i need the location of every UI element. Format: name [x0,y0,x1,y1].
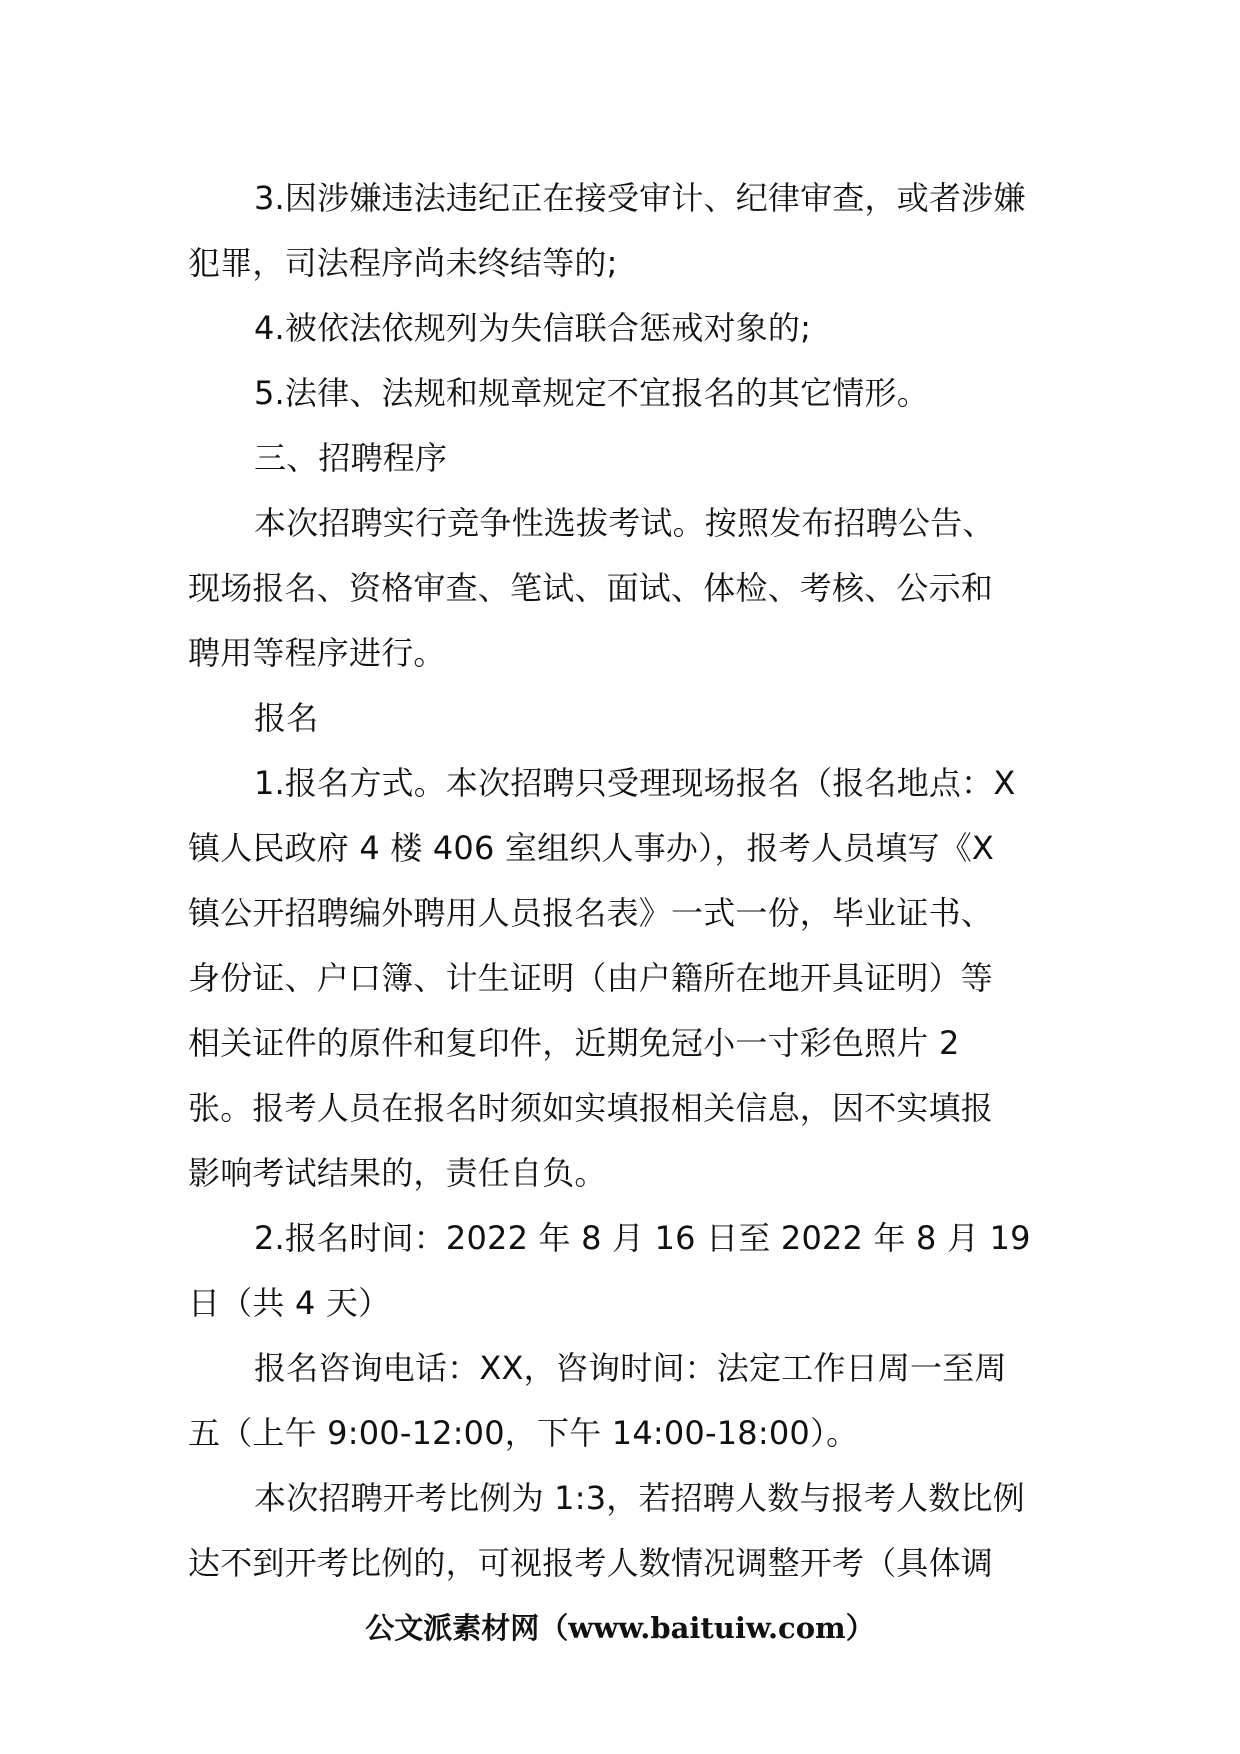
paragraph-line: 影响考试结果的，责任自负。 [188,1154,607,1192]
paragraph-line: 5.法律、法规和规章规定不宜报名的其它情形。 [254,374,929,412]
paragraph-line: 2.报名时间：2022 年 8 月 16 日至 2022 年 8 月 19 [254,1219,1031,1257]
paragraph-line: 五（上午 9:00-12:00，下午 14:00-18:00）。 [188,1414,859,1452]
paragraph-line: 犯罪，司法程序尚未终结等的; [188,244,618,282]
subsection-heading: 报名 [254,699,319,737]
paragraph-line: 3.因涉嫌违法违纪正在接受审计、纪律审查，或者涉嫌 [254,179,1026,217]
paragraph-line: 现场报名、资格审查、笔试、面试、体检、考核、公示和 [188,569,994,607]
document-body [188,166,1052,1596]
paragraph-line: 身份证、户口簿、计生证明（由户籍所在地开具证明）等 [188,959,994,997]
paragraph-line: 达不到开考比例的，可视报考人数情况调整开考（具体调 [188,1544,994,1582]
paragraph-line: 本次招聘实行竞争性选拔考试。按照发布招聘公告、 [254,504,995,542]
paragraph-line: 张。报考人员在报名时须如实填报相关信息，因不实填报 [188,1089,994,1127]
paragraph-line: 4.被依法依规列为失信联合惩戒对象的; [254,309,812,347]
paragraph-line: 1.报名方式。本次招聘只受理现场报名（报名地点：X [254,764,1016,802]
paragraph-line: 本次招聘开考比例为 1:3，若招聘人数与报考人数比例 [254,1479,1025,1517]
section-heading: 三、招聘程序 [254,439,448,477]
paragraph-line: 报名咨询电话：XX，咨询时间：法定工作日周一至周 [254,1349,1007,1387]
paragraph-line: 镇公开招聘编外聘用人员报名表》一式一份，毕业证书、 [188,894,994,932]
paragraph-line: 日（共 4 天） [188,1284,391,1322]
paragraph-line: 聘用等程序进行。 [188,634,446,672]
page-footer-watermark: 公文派素材网（www.baituiw.com） [365,1611,875,1645]
paragraph-line: 相关证件的原件和复印件，近期免冠小一寸彩色照片 2 [188,1024,960,1062]
paragraph-line: 镇人民政府 4 楼 406 室组织人事办），报考人员填写《X [188,829,995,867]
